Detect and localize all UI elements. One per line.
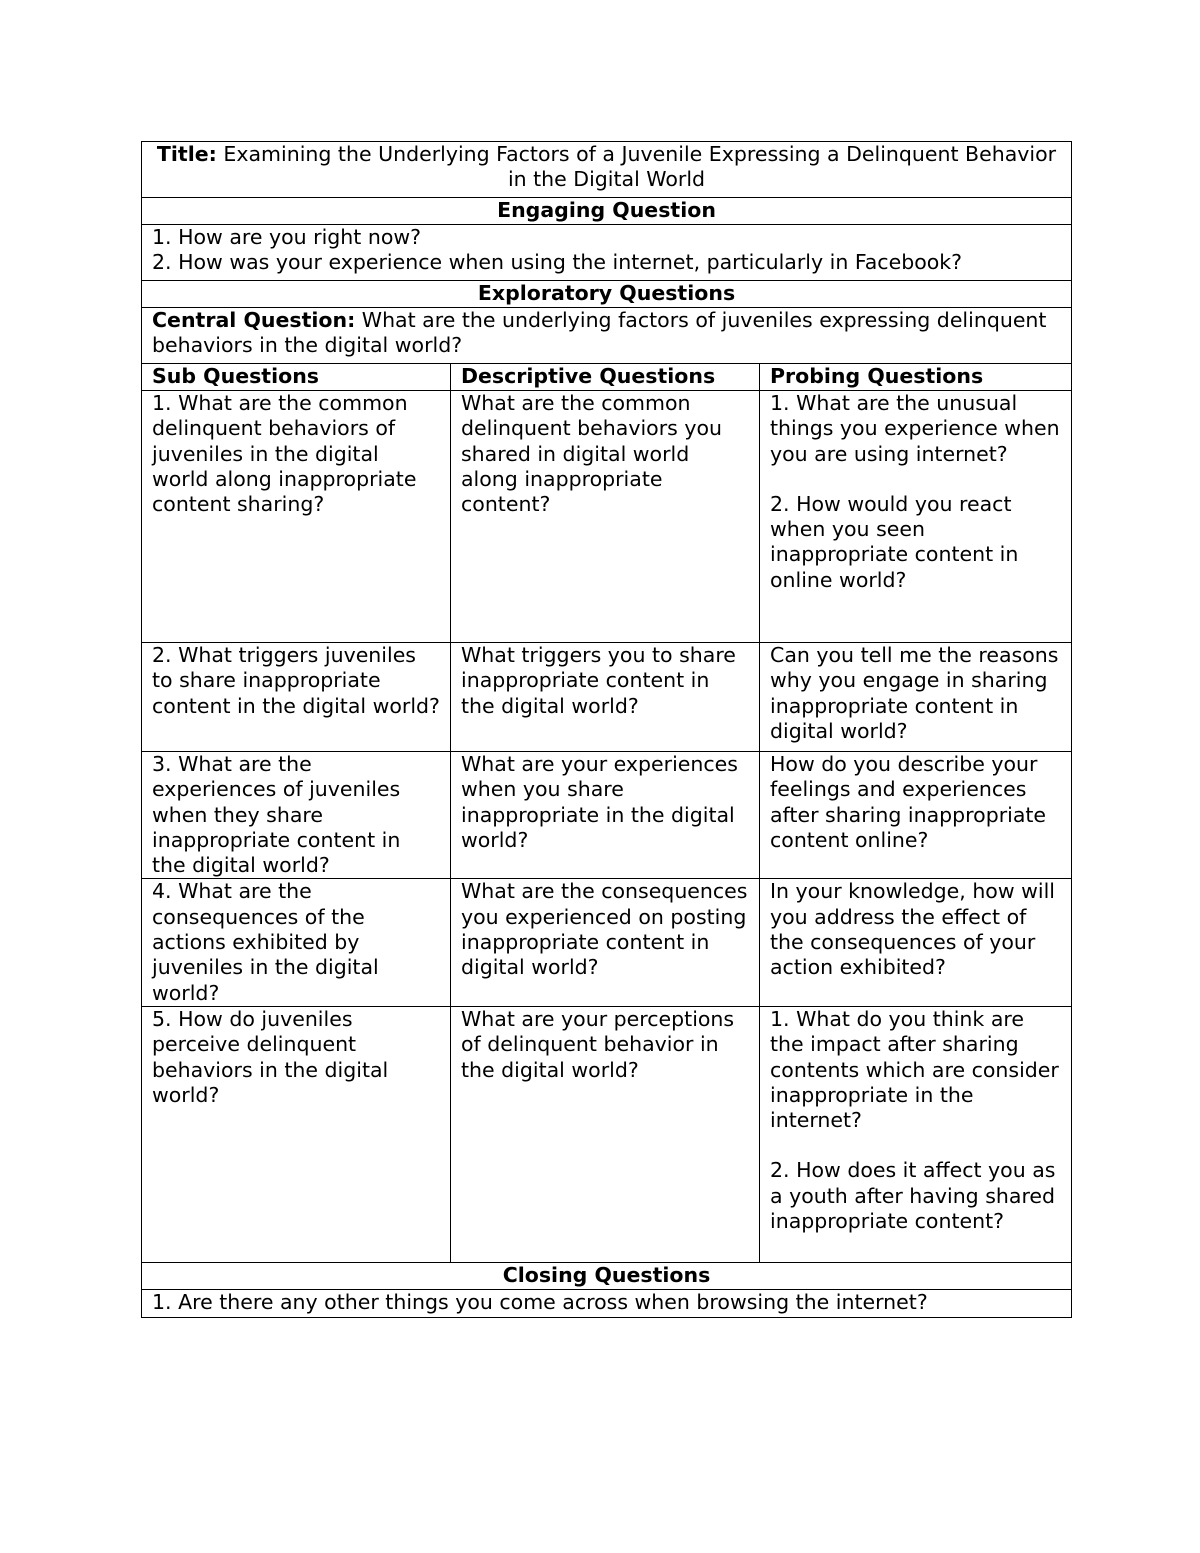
descriptive-question-cell: What are the common delinquent behaviors you shared in digital world along inappropriate content? <box>451 391 760 643</box>
closing-header: Closing Questions <box>142 1262 1072 1289</box>
table-row <box>142 752 1072 879</box>
closing-question-1: 1. Are there any other things you come across when browsing the internet? <box>142 1289 1072 1317</box>
engaging-questions-cell <box>142 225 1072 281</box>
engaging-question-2: 2. How was your experience when using the internet, particularly in Facebook? <box>152 250 963 275</box>
central-question-cell <box>142 308 1072 364</box>
engaging-header: Engaging Question <box>142 198 1072 225</box>
title-label: Title: <box>156 142 217 166</box>
table-row <box>142 1006 1072 1262</box>
sub-question-cell: 5. How do juveniles perceive delinquent behaviors in the digital world? <box>142 1006 451 1262</box>
probing-question-cell <box>760 752 1072 879</box>
central-question-label: Central Question: <box>152 308 356 332</box>
probing-question-cell <box>760 391 1072 643</box>
column-header-probing: Probing Questions <box>760 364 1072 391</box>
probing-question-cell <box>760 879 1072 1006</box>
probing-question: 2. How would you react when you seen inappropriate content in online world? <box>770 491 1019 592</box>
probing-question: 1. What are the unusual things you experience when you are using internet? <box>770 391 1060 466</box>
table-row <box>142 643 1072 752</box>
descriptive-question-cell: What are the consequences you experienced on posting inappropriate content in digital world? <box>451 879 760 1006</box>
table-row <box>142 391 1072 643</box>
table-row <box>142 879 1072 1006</box>
interview-guide-table <box>141 141 1072 1318</box>
engaging-question-1: 1. How are you right now? <box>152 225 422 249</box>
title-text: Examining the Underlying Factors of a Juvenile Expressing a Delinquent Behavior in the Digital World <box>216 142 1057 192</box>
probing-question-cell <box>760 1006 1072 1262</box>
probing-question-cell <box>760 643 1072 752</box>
probing-question: Can you tell me the reasons why you engage in sharing inappropriate content in digital world? <box>770 643 1059 743</box>
central-question-text: What are the underlying factors of juveniles expressing delinquent behaviors in the digital world? <box>152 308 1047 358</box>
probing-question: How do you describe your feelings and experiences after sharing inappropriate content online? <box>770 752 1047 852</box>
descriptive-question-cell: What are your experiences when you share inappropriate in the digital world? <box>451 752 760 879</box>
probing-question: 2. How does it affect you as a youth after having shared inappropriate content? <box>770 1158 1056 1234</box>
exploratory-header: Exploratory Questions <box>142 281 1072 308</box>
column-header-descriptive: Descriptive Questions <box>451 364 760 391</box>
title-cell <box>142 142 1072 198</box>
probing-question: In your knowledge, how will you address the effect of the consequences of your action exhibited? <box>770 879 1055 980</box>
sub-question-cell: 2. What triggers juveniles to share inappropriate content in the digital world? <box>142 643 451 752</box>
sub-question-cell: 1. What are the common delinquent behaviors of juveniles in the digital world along inappropriate content sharing? <box>142 391 451 643</box>
sub-question-cell: 3. What are the experiences of juveniles when they share inappropriate content in the digital world? <box>142 752 451 879</box>
descriptive-question-cell: What are your perceptions of delinquent behavior in the digital world? <box>451 1006 760 1262</box>
probing-question: 1. What do you think are the impact after sharing contents which are consider inappropriate in the internet? <box>770 1006 1059 1133</box>
descriptive-question-cell: What triggers you to share inappropriate content in the digital world? <box>451 643 760 752</box>
sub-question-cell: 4. What are the consequences of the actions exhibited by juveniles in the digital world? <box>142 879 451 1006</box>
column-header-sub: Sub Questions <box>142 364 451 391</box>
